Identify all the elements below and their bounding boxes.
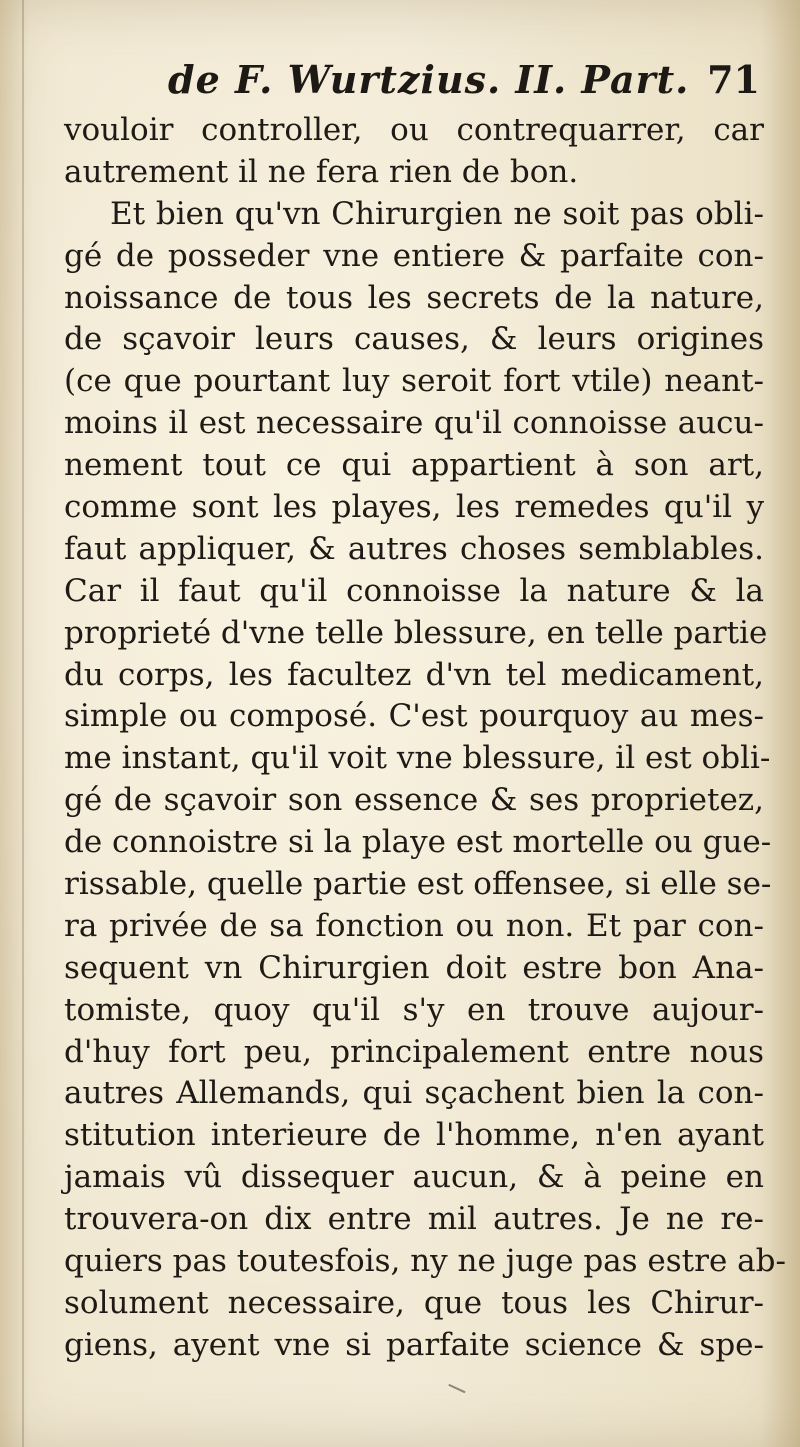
text-line: proprieté d'vne telle blessure, en telle partie	[64, 614, 768, 651]
text-line: nement tout ce qui appartient à son art,	[64, 447, 764, 484]
text-line: gé de posseder vne entiere & parfaite con-	[64, 237, 764, 274]
text-line: quiers pas toutesfois, ny ne juge pas estre ab-	[64, 1243, 786, 1280]
page-number: 71	[707, 57, 760, 102]
text-line: d'huy fort peu, principalement entre nous	[64, 1033, 764, 1070]
text-line: trouvera-on dix entre mil autres. Je ne re-	[64, 1201, 764, 1238]
text-line: vouloir controller, ou contrequarrer, car	[64, 112, 764, 148]
text-line: rissable, quelle partie est offensee, si elle se-	[64, 866, 772, 903]
text-line: autrement il ne fera rien de bon.	[64, 153, 579, 190]
text-line: moins il est necessaire qu'il connoisse aucu-	[64, 405, 764, 442]
text-line: solument necessaire, que tous les Chirur-	[64, 1284, 764, 1321]
text-line: Car il faut qu'il connoisse la nature & la	[64, 572, 764, 609]
text-line: stitution interieure de l'homme, n'en ayant	[64, 1117, 764, 1154]
text-line: du corps, les facultez d'vn tel medicament,	[64, 656, 764, 693]
text-line: (ce que pourtant luy seroit fort vtile) neant-	[64, 363, 764, 400]
running-head	[70, 52, 760, 108]
text-line: noissance de tous les secrets de la nature,	[64, 279, 764, 316]
text-line: de sçavoir leurs causes, & leurs origines	[64, 321, 764, 358]
text-line: jamais vû dissequer aucun, & à peine en	[64, 1159, 764, 1196]
ink-mark	[448, 1375, 469, 1393]
text-line: faut appliquer, & autres choses semblables.	[64, 530, 764, 567]
text-line: giens, ayent vne si parfaite science & spe-	[64, 1326, 764, 1363]
text-line: gé de sçavoir son essence & ses proprietez,	[64, 782, 764, 819]
running-title: de F. Wurtzius. II. Part.	[168, 57, 690, 102]
text-line: simple ou composé. C'est pourquoy au mes-	[64, 698, 764, 735]
text-line: tomiste, quoy qu'il s'y en trouve aujour-	[64, 991, 764, 1028]
body-text	[64, 110, 786, 1367]
text-line: de connoistre si la playe est mortelle ou gue-	[64, 824, 772, 861]
page-gutter-edge	[22, 0, 24, 1447]
text-line: ra privée de sa fonction ou non. Et par con-	[64, 907, 764, 944]
text-line: autres Allemands, qui sçachent bien la con-	[64, 1075, 764, 1112]
text-line: me instant, qu'il voit vne blessure, il est obli-	[64, 740, 771, 777]
text-line: comme sont les playes, les remedes qu'il y	[64, 489, 764, 526]
text-line: sequent vn Chirurgien doit estre bon Ana-	[64, 949, 764, 986]
text-line: Et bien qu'vn Chirurgien ne soit pas obli-	[110, 195, 764, 232]
